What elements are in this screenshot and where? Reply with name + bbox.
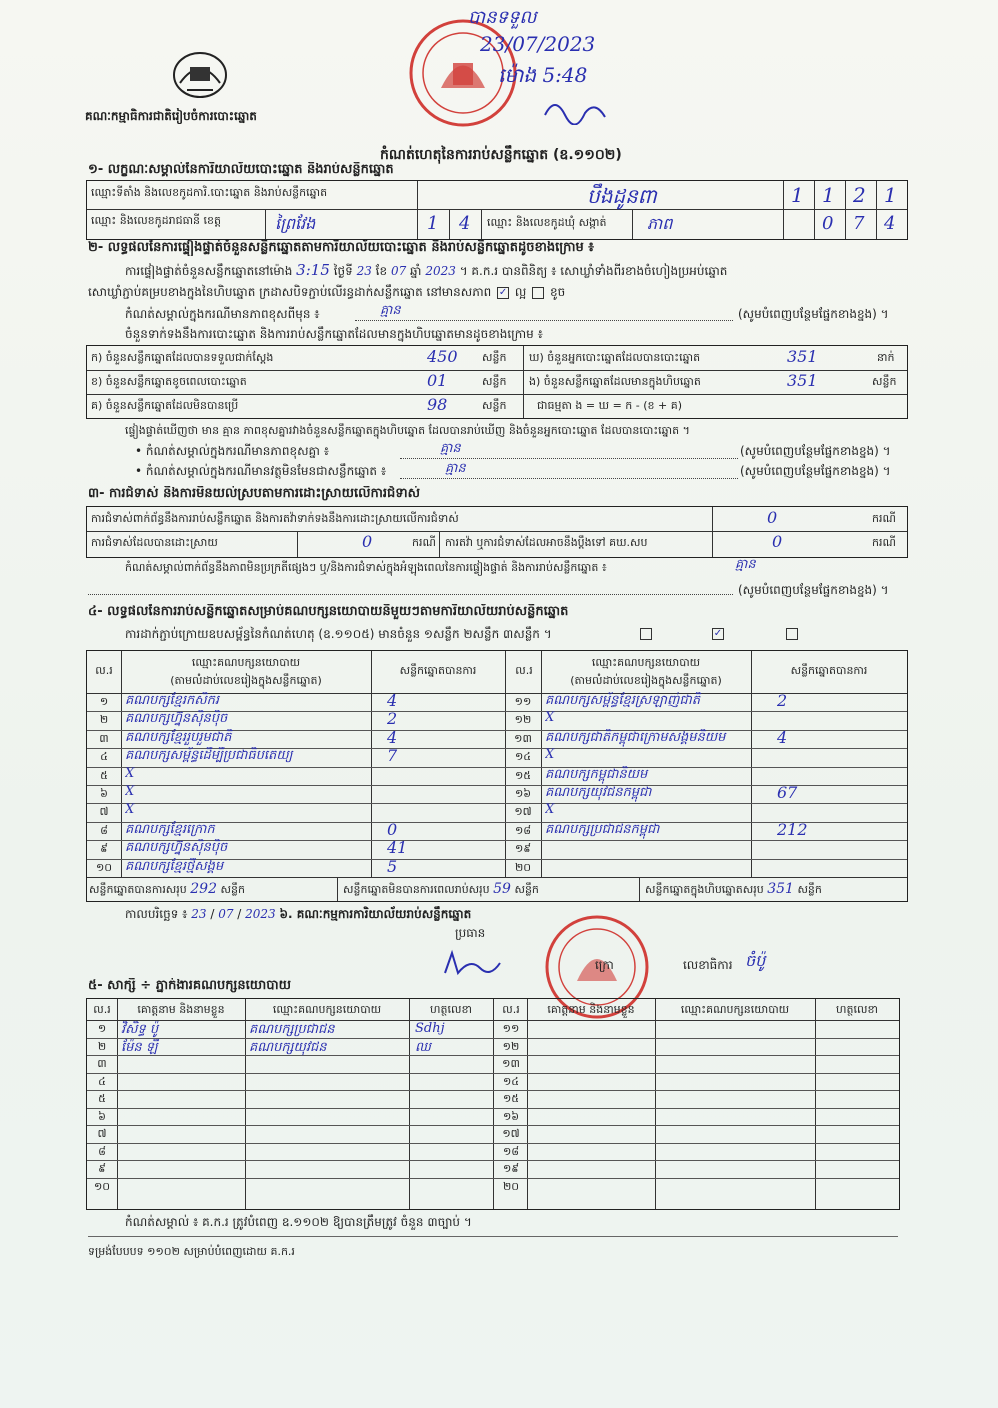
row-number: ៦ — [98, 1109, 106, 1123]
w-col-name-right: គោត្តនាម និងនាមខ្លួន — [547, 1003, 635, 1016]
party-name: X — [125, 784, 135, 799]
table-row-line — [87, 1143, 899, 1144]
party-name: X — [545, 802, 555, 818]
date-month: 07 — [218, 907, 234, 921]
party-name: គណបក្សប្រជាជនកម្ពុជា — [545, 821, 660, 837]
party-votes: 212 — [777, 819, 808, 839]
total-box-value: 351 — [767, 881, 794, 897]
w-col-party-right: ឈ្មោះគណបក្សនយោបាយ — [680, 1003, 790, 1016]
col-party-sub-left: (តាមលំដាប់លេខរៀងក្នុងសន្លឹកឆ្នោត) — [170, 674, 322, 687]
verify-day-label: ថ្ងៃទី — [333, 264, 353, 278]
row-number: ១២ — [502, 1039, 520, 1053]
chair-label: ប្រធាន — [455, 926, 486, 940]
results-table — [86, 650, 908, 902]
witness-signature: Sdhj — [415, 1021, 445, 1036]
section5-title: ៥- សាក្សី ÷ ភ្នាក់ងារគណបក្សនយោបាយ — [88, 978, 291, 993]
witness-name: ម៉ែន ឡី — [121, 1039, 158, 1055]
party-name: គណបក្សសម្ព័ន្ធខ្មែរស្រឡាញ់ជាតិ — [545, 693, 701, 708]
total-valid-value: 292 — [190, 881, 217, 897]
table-row-line — [87, 1160, 899, 1161]
commune-code-2: 7 — [853, 213, 865, 234]
party-name: គណបក្សខ្មែរកសិករ — [125, 693, 220, 708]
party-name: គណបក្សហ្វ៊ុនស៊ិនប៉ិច — [125, 840, 228, 856]
received-ballots-unit: សន្លឹក — [482, 351, 507, 364]
party-name: X — [125, 802, 135, 818]
col-party-sub-right: (តាមលំដាប់លេខរៀងក្នុងសន្លឹកឆ្នោត) — [570, 674, 722, 687]
verify-year-label: ឆ្នាំ — [410, 264, 422, 278]
party-name: គណបក្សកម្ពុជានិយម — [545, 766, 648, 782]
total-valid-row — [89, 881, 339, 898]
witness-party: គណបក្សប្រជាជន — [249, 1022, 335, 1037]
w-col-no-right: ល.រ — [502, 1003, 520, 1016]
annex-checkbox-2[interactable]: ✓ — [713, 628, 723, 639]
diff-note-hint: (សូមបំពេញបន្ថែមផ្នែកខាងខ្នង) ។ — [740, 444, 891, 458]
unused-ballots-unit: សន្លឹក — [482, 399, 507, 412]
formula-label: ជាធម្មតា ង = ឃ = ក - (ខ + គ) — [537, 399, 682, 412]
party-name: គណបក្សខ្មែរក្រោក — [125, 821, 215, 837]
col-votes-left: សន្លឹកឆ្នោតបានការ — [399, 664, 477, 677]
org-name: គណៈកម្មាធិការជាតិរៀបចំការបោះឆ្នោត — [85, 109, 257, 123]
commune-code-1: 0 — [822, 213, 834, 234]
location-code-3: 2 — [853, 183, 866, 207]
section1-title: ១- លក្ខណៈសម្គាល់នៃការិយាល័យបោះឆ្នោត និងរាប់សន្លឹកឆ្នោត — [88, 162, 394, 177]
objection-row2-value2: 0 — [772, 532, 783, 551]
row-number: ១១ — [502, 1022, 520, 1035]
voters-unit: នាក់ — [877, 351, 895, 364]
table-row-line — [505, 840, 907, 841]
object-note-value: គ្មាន — [445, 461, 466, 476]
section3-title: ៣- ការជំទាស់ និងការមិនយល់ស្របតាមការដោះស្រាយលើការជំទាស់ — [88, 486, 420, 501]
annex-checkbox-1[interactable] — [640, 628, 652, 640]
witness-table — [86, 998, 900, 1210]
objection-row2-value: 0 — [362, 532, 373, 551]
count-table — [86, 345, 908, 419]
spoiled-ballots-label: ខ) ចំនួនសន្លឹកឆ្នោតខូចពេលបោះឆ្នោត — [91, 375, 247, 388]
total-valid-unit: សន្លឹក — [220, 883, 245, 896]
witness-party: គណបក្សយុវជន — [249, 1039, 327, 1055]
seal-good-label: ល្អ — [514, 285, 527, 299]
irregularity-note-label: កំណត់សម្គាល់ពាក់ព័ន្ធនឹងភាពមិនប្រក្រតីផ្សេងៗ ឬ/និងការជំទាស់ក្នុងអំឡុងពេលនៃការផ្ទៀងផ្ទាត់ និងការរាប់សន្លឹកឆ្នោត ៖ — [125, 561, 607, 574]
row-number: ៨ — [100, 823, 108, 837]
verify-month: 07 — [390, 264, 407, 278]
location-label: ឈ្មោះទីតាំង និងលេខកូដការិ.បោះឆ្នោត និងរាប់សន្លឹកឆ្នោត — [91, 186, 328, 199]
total-invalid-row — [343, 881, 643, 898]
diff-note-label: • កំណត់សម្គាល់ក្នុងករណីមានភាពខុសគ្នា ៖ — [135, 444, 330, 458]
row-number: ១០ — [95, 860, 113, 874]
received-date: 23/07/2023 — [480, 32, 596, 56]
box-ballots-label: ង) ចំនួនសន្លឹកឆ្នោតដែលមានក្នុងហិបឆ្នោត — [529, 375, 701, 388]
row-number: ១៦ — [514, 787, 532, 800]
party-name: គណបក្សខ្មែរថ្មីសង្គម — [125, 858, 224, 874]
row-number: ៤ — [100, 750, 108, 764]
annex-text: ការដាក់ភ្ជាប់ក្រោយឧបសម្ព័ន្ធនៃកំណត់ហេតុ (ឧ.១១០៥) មានចំនួន ១សន្លឹក ២សន្លឹក ៣សន្លឹក ។ — [125, 627, 552, 641]
party-votes: 4 — [387, 727, 398, 747]
row-number: ១៥ — [514, 768, 532, 782]
irregularity-note-value: គ្មាន — [735, 557, 756, 572]
row-number: ១៩ — [514, 842, 532, 856]
objection-table — [86, 506, 908, 558]
note-before-value: គ្មាន — [380, 303, 401, 318]
spoiled-ballots-value: 01 — [427, 371, 448, 390]
object-note-label: • កំណត់សម្គាល់ក្នុងករណីមានវត្ថុមិនមែនជាសន្លឹកឆ្នោត ៖ — [135, 464, 387, 478]
row-number: ១ — [97, 1022, 107, 1035]
objection-row2-unit2: ករណី — [872, 536, 896, 549]
row-number: ៦ — [100, 787, 108, 800]
verify-line-1 — [125, 262, 905, 279]
row-number: ១៨ — [514, 823, 532, 837]
unused-ballots-value: 98 — [427, 395, 448, 414]
objection-row2-label2: ការតវ៉ា ឬការជំទាស់ដែលអាចនឹងប្តឹងទៅ គឃ.សប — [445, 536, 648, 549]
party-votes: 7 — [387, 746, 398, 766]
row-number: ១៥ — [502, 1092, 520, 1105]
row-number: ៤ — [98, 1074, 106, 1088]
col-party-left: ឈ្មោះគណបក្សនយោបាយ — [191, 656, 301, 669]
emblem-icon — [165, 45, 235, 105]
row-number: ១ — [99, 695, 109, 708]
row-number: ៩ — [100, 842, 108, 856]
date-day: 23 — [191, 907, 207, 921]
total-box-row — [645, 881, 905, 898]
party-votes: 4 — [387, 691, 398, 710]
irregularity-hint: (សូមបំពេញបន្ថែមផ្នែកខាងខ្នង) ។ — [738, 583, 889, 597]
party-votes: 41 — [387, 838, 408, 858]
witness-signature: ឈ — [415, 1039, 431, 1055]
compare-line: ផ្ទៀងផ្ទាត់ឃើញថា មាន គ្មាន ភាពខុសគ្នារវាងចំនួនសន្លឹកឆ្នោតក្នុងហិបឆ្នោត ដែលបានរាប់ឃើញ និងចំនួនអ្នកបោះឆ្នោត ដែលបានបោះឆ្នោត ។ — [125, 424, 690, 437]
date-line: កាលបរិច្ឆេទ ៖ 23 / 07 / 2023 ៦. គណៈកម្មការការិយាល័យរាប់សន្លឹកឆ្នោត — [125, 907, 472, 921]
table-row-line — [87, 1073, 899, 1074]
party-votes: 67 — [777, 783, 798, 802]
party-name: គណបក្សហ្វ៊ុនស៊ិនប៉ិច — [125, 711, 228, 727]
member-label: ក្រោ — [595, 958, 614, 972]
form-title: កំណត់ហេតុនៃការរាប់សន្លឹកឆ្នោត (ឧ.១១០២) — [380, 147, 622, 163]
verify-year: 2023 — [425, 264, 456, 278]
box-ballots-value: 351 — [787, 371, 818, 390]
party-name: X — [125, 765, 135, 781]
party-name: X — [545, 710, 555, 726]
objection-row1-label: ការជំទាស់ពាក់ព័ន្ធនឹងការរាប់សន្លឹកឆ្នោត និងការតវ៉ាទាក់ទងនឹងការដោះស្រាយលើការជំទាស់ — [91, 512, 459, 525]
w-col-sig-right: ហត្ថលេខា — [836, 1003, 878, 1016]
row-number: ៩ — [98, 1162, 106, 1175]
col-no-right: ល.រ — [515, 664, 533, 677]
total-invalid-value: 59 — [493, 881, 511, 897]
verify-month-label: ខែ — [375, 264, 388, 278]
voters-value: 351 — [787, 347, 818, 366]
province-code-2: 4 — [459, 213, 471, 234]
row-number: ៣ — [97, 1057, 107, 1070]
total-valid-label: សន្លឹកឆ្នោតបានការសរុប — [89, 883, 187, 896]
col-no-left: ល.រ — [95, 664, 113, 677]
row-number: ១៨ — [502, 1144, 520, 1158]
row-number: ១៩ — [502, 1162, 520, 1175]
row-number: ១៤ — [502, 1074, 520, 1088]
party-name: គណបក្សសម្ព័ន្ធដើម្បីប្រជាធិបតេយ្យ — [125, 748, 293, 764]
row-number: ១៣ — [514, 731, 532, 745]
commune-value: ភាព — [647, 214, 673, 233]
witness-name: វិសិទ្ធ ប៉ូ — [121, 1022, 159, 1037]
box-ballots-unit: សន្លឹក — [872, 375, 897, 388]
result-intro: ចំនួនទាក់ទងនឹងការបោះឆ្នោត និងការរាប់សន្លឹកឆ្នោតដែលមានក្នុងហិបឆ្នោតមានដូចខាងក្រោម ៖ — [125, 327, 543, 341]
w-col-party-left: ឈ្មោះគណបក្សនយោបាយ — [272, 1003, 382, 1016]
verify-seal-text: សោឃ្លាំភ្ជាប់គម្របខាងក្នុងនៃហិបឆ្នោត ក្រដាសបិទភ្ជាប់លើរន្ធដាក់សន្លឹកឆ្នោត នៅមានសភាព — [88, 285, 492, 299]
commune-code-3: 4 — [884, 213, 896, 234]
unused-ballots-label: គ) ចំនួនសន្លឹកឆ្នោតដែលមិនបានប្រើ — [91, 399, 239, 412]
secretary-label: លេខាធិការ — [683, 958, 733, 972]
party-name: គណបក្សយុវជនកម្ពុជា — [545, 785, 652, 800]
seal-good-checkbox[interactable]: ✓ — [498, 286, 508, 298]
province-code-1: 1 — [427, 213, 439, 234]
note-before-label: កំណត់សម្គាល់ក្នុងករណីមានភាពខុសពីមុន ៖ — [125, 307, 320, 321]
row-number: ២ — [99, 713, 109, 727]
note-before-hint: (សូមបំពេញបន្ថែមផ្នែកខាងខ្នង) ។ — [738, 307, 889, 321]
row-number: ១៦ — [502, 1109, 520, 1123]
row-number: ១៧ — [514, 805, 532, 819]
objection-row1-value: 0 — [767, 508, 778, 527]
row-number: ១០ — [93, 1179, 111, 1193]
party-votes: 2 — [777, 691, 788, 710]
table-row-line — [505, 859, 907, 860]
location-value: បឹងដូនពា — [587, 184, 657, 208]
w-col-name-left: គោត្តនាម និងនាមខ្លួន — [137, 1003, 225, 1016]
objection-row1-unit: ករណី — [872, 512, 896, 525]
row-number: ១៤ — [514, 750, 532, 764]
verify-time-label: ការផ្ទៀងផ្ទាត់ចំនួនសន្លឹកឆ្នោតនៅម៉ោង — [125, 264, 293, 278]
party-votes: 2 — [387, 709, 398, 729]
received-note: បានទទួល — [468, 7, 537, 28]
objection-row2-label: ការជំទាស់ដែលបានដោះស្រាយ — [91, 536, 218, 549]
row-number: ៥ — [100, 768, 108, 782]
verify-time: 3:15 — [296, 262, 330, 279]
date-label: កាលបរិច្ឆេទ ៖ — [125, 907, 188, 921]
annex-checkbox-3[interactable] — [786, 628, 798, 640]
province-label: ឈ្មោះ និងលេខកូដរាជធានី ខេត្ត — [91, 214, 221, 227]
received-time: ម៉ោង 5:48 — [498, 63, 588, 87]
total-box-label: សន្លឹកឆ្នោតក្នុងហិបឆ្នោតសរុប — [645, 883, 764, 896]
row-number: ៣ — [99, 731, 109, 745]
chair-signature — [440, 948, 510, 978]
verify-line-2 — [88, 284, 888, 300]
table-row-line — [87, 1108, 899, 1109]
total-invalid-unit: សន្លឹក — [514, 883, 539, 896]
party-name: គណបក្សខ្មែររួបរួមជាតិ — [125, 729, 232, 745]
row-number: ១២ — [514, 713, 532, 727]
received-ballots-value: 450 — [427, 347, 458, 366]
row-number: ៨ — [98, 1144, 106, 1158]
location-code-2: 1 — [822, 183, 835, 207]
committee-label: ៦. គណៈកម្មការការិយាល័យរាប់សន្លឹកឆ្នោត — [279, 907, 472, 921]
row-number: ៧ — [99, 805, 109, 819]
footnote: កំណត់សម្គាល់ ៖ គ.ក.រ ត្រូវបំពេញ ឧ.១១០២ ឱ្យបានត្រឹមត្រូវ ចំនួន ៣ច្បាប់ ។ — [125, 1215, 472, 1229]
section4-title: ៤- លទ្ធផលនៃការរាប់សន្លឹកឆ្នោតសម្រាប់គណបក្សនយោបាយនីមួយៗតាមការិយាល័យរាប់សន្លឹកឆ្នោត — [88, 604, 569, 619]
received-signature — [540, 95, 610, 131]
location-code-4: 1 — [884, 183, 897, 207]
verify-post: ។ គ.ក.រ បានពិនិត្យ ៖ សោឃ្លាំទាំងពីរខាងចំហៀងប្រអប់ឆ្នោត — [459, 264, 728, 278]
verify-day: 23 — [356, 264, 372, 278]
party-votes: 5 — [387, 856, 398, 876]
total-invalid-label: សន្លឹកឆ្នោតមិនបានការពេលរាប់សរុប — [343, 883, 490, 896]
row-number: ២០ — [514, 860, 532, 874]
total-box-unit: សន្លឹក — [797, 883, 822, 896]
party-name: X — [545, 747, 555, 763]
objection-row2-unit: ករណី — [412, 536, 436, 549]
table-row-line — [87, 1125, 899, 1126]
row-number: ១៧ — [502, 1127, 520, 1140]
received-ballots-label: ក) ចំនួនសន្លឹកឆ្នោតដែលបានទទួលជាក់ស្តែង — [91, 351, 274, 364]
w-col-sig-left: ហត្ថលេខា — [430, 1003, 472, 1016]
province-value: ព្រៃវែង — [275, 214, 316, 233]
location-code-1: 1 — [791, 183, 804, 207]
row-number: ៧ — [97, 1127, 107, 1140]
table-row-line — [87, 1090, 899, 1091]
section1-table — [86, 180, 908, 240]
diff-note-value: គ្មាន — [440, 441, 461, 456]
seal-bad-label: ខូច — [550, 285, 566, 299]
row-number: ១១ — [514, 695, 532, 708]
row-number: ១៣ — [502, 1057, 520, 1070]
col-votes-right: សន្លឹកឆ្នោតបានការ — [790, 664, 868, 677]
row-number: ២ — [97, 1039, 107, 1053]
row-number: ៥ — [98, 1092, 106, 1105]
voters-label: ឃ) ចំនួនអ្នកបោះឆ្នោតដែលបានបោះឆ្នោត — [529, 351, 701, 364]
section2-title: ២- លទ្ធផលនៃការផ្ទៀងផ្ទាត់ចំនួនសន្លឹកឆ្នោតតាមការិយាល័យបោះឆ្នោត និងរាប់សន្លឹកឆ្នោតដូចខាងក្រោម ៖ — [88, 240, 594, 255]
object-note-hint: (សូមបំពេញបន្ថែមផ្នែកខាងខ្នង) ។ — [740, 464, 891, 478]
date-year: 2023 — [245, 907, 276, 921]
table-row-line — [87, 1178, 899, 1179]
spoiled-ballots-unit: សន្លឹក — [482, 375, 507, 388]
row-number: ២០ — [502, 1179, 520, 1193]
footer: ទម្រង់បែបបទ ១១០២ សម្រាប់បំពេញដោយ គ.ក.រ — [88, 1245, 295, 1258]
col-party-right: ឈ្មោះគណបក្សនយោបាយ — [591, 656, 701, 669]
w-col-no-left: ល.រ — [93, 1003, 111, 1016]
party-votes: 0 — [387, 819, 398, 839]
seal-bad-checkbox[interactable] — [532, 287, 544, 299]
secretary-signature: ចំប៉ូ — [745, 951, 766, 970]
party-votes: 4 — [777, 727, 788, 747]
commune-label: ឈ្មោះ និងលេខកូដឃុំ សង្កាត់ — [487, 216, 607, 229]
party-name: គណបក្សជាតិកម្ពុជាក្រោមសង្គមនិយម — [545, 729, 726, 745]
